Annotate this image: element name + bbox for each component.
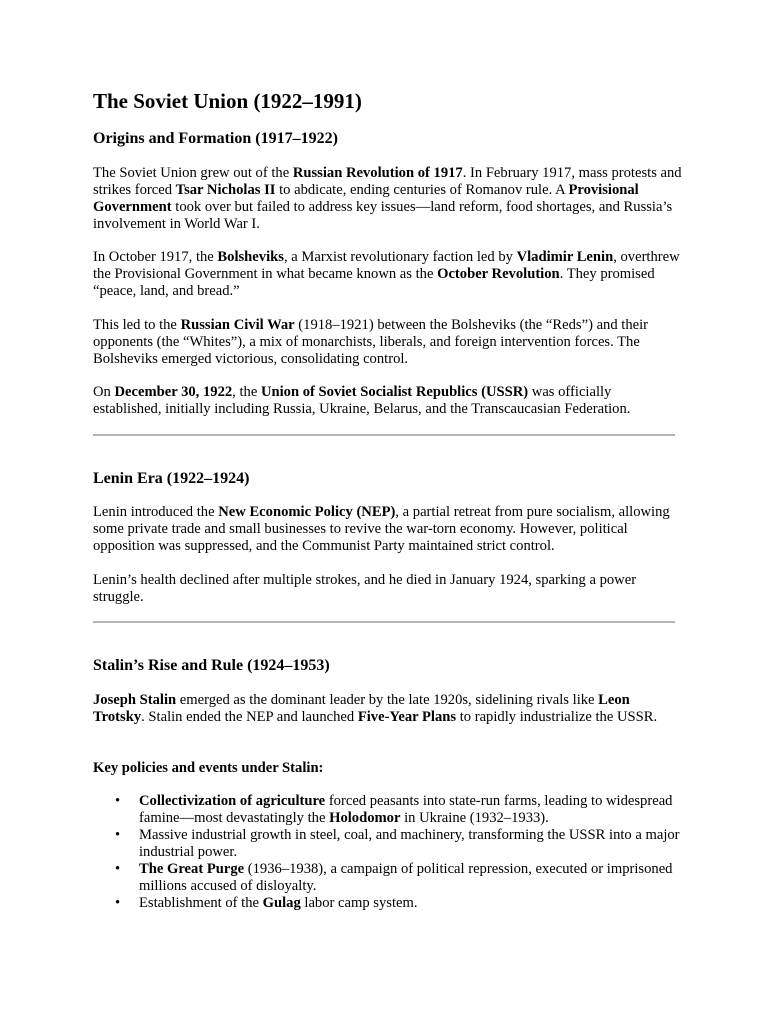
text-run: . They promised “peace, land, and bread.” xyxy=(93,266,655,299)
text-run: , a Marxist revolutionary faction led by xyxy=(283,249,517,265)
bold-term: Tsar Nicholas II xyxy=(175,182,276,198)
section-divider xyxy=(93,434,675,436)
page-title: The Soviet Union (1922–1991) xyxy=(93,89,362,113)
text-run: (1918–1921) between the Bolsheviks (the “Reds”) and their opponents (the “Whites”), a mix of monarchists, liberals, and foreign intervention forces. The Bolsheviks emerged victorious, consolidating control. xyxy=(93,317,649,367)
bullet-icon: • xyxy=(115,895,121,911)
text-run: , a partial retreat from pure socialism, allowing some private trade and small businesses to revive the war-torn economy. However, political opposition was suppressed, and the Communist Party maintained strict control. xyxy=(93,504,670,554)
paragraph xyxy=(93,317,683,368)
text-run: to rapidly industrialize the USSR. xyxy=(456,709,658,725)
paragraph xyxy=(93,692,683,726)
bold-term: Holodomor xyxy=(329,810,401,826)
bold-term: Joseph Stalin xyxy=(93,692,177,708)
text-run: Massive industrial growth in steel, coal, and machinery, transforming the USSR into a major industrial power. xyxy=(139,827,680,860)
bold-term: Bolsheviks xyxy=(217,249,284,265)
list-item xyxy=(93,861,683,895)
bold-term: Collectivization of agriculture xyxy=(139,793,326,809)
bold-term: Vladimir Lenin xyxy=(516,249,614,265)
paragraph xyxy=(93,572,683,606)
bold-term: Five-Year Plans xyxy=(357,709,457,725)
bullet-icon: • xyxy=(115,793,121,809)
bold-term: The Great Purge xyxy=(139,861,245,877)
text-run: In October 1917, the xyxy=(93,249,218,265)
text-run: (1936–1938), a campaign of political repression, executed or imprisoned millions accused of disloyalty. xyxy=(139,861,673,894)
list-item xyxy=(93,895,683,912)
text-run: . In February 1917, mass protests and strikes forced xyxy=(93,165,682,198)
bold-term: Leon Trotsky xyxy=(93,692,630,725)
bold-term: Russian Civil War xyxy=(180,317,295,333)
text-run: to abdicate, ending centuries of Romanov rule. A xyxy=(275,182,569,198)
text-run: in Ukraine (1932–1933). xyxy=(400,810,549,826)
section-heading-origins: Origins and Formation (1917–1922) xyxy=(93,130,338,147)
bold-term: October Revolution xyxy=(437,266,560,282)
text-run: Lenin’s health declined after multiple strokes, and he died in January 1924, sparking a power struggle. xyxy=(93,572,637,605)
text-run: The Soviet Union grew out of the xyxy=(93,165,293,181)
text-run: Establishment of the xyxy=(139,895,263,911)
text-run: Lenin introduced the xyxy=(93,504,219,520)
text-run: emerged as the dominant leader by the late 1920s, sidelining rivals like xyxy=(176,692,599,708)
bold-term: Union of Soviet Socialist Republics (USSR) xyxy=(260,384,529,400)
bold-term: December 30, 1922 xyxy=(114,384,233,400)
text-run: On xyxy=(93,384,115,400)
stalin-policies-list xyxy=(93,793,683,912)
text-run: took over but failed to address key issues—land reform, food shortages, and Russia’s involvement in World War I. xyxy=(93,199,673,232)
text-run: This led to the xyxy=(93,317,181,333)
key-policies-label: Key policies and events under Stalin: xyxy=(93,760,324,776)
list-item xyxy=(93,827,683,861)
paragraph xyxy=(93,165,683,233)
section-heading-stalin: Stalin’s Rise and Rule (1924–1953) xyxy=(93,657,330,674)
bold-term: Russian Revolution of 1917 xyxy=(292,165,463,181)
paragraph xyxy=(93,384,683,418)
bullet-icon: • xyxy=(115,861,121,877)
list-item xyxy=(93,793,683,827)
paragraph xyxy=(93,249,683,300)
text-run: forced peasants into state-run farms, leading to widespread famine—most devastatingly the xyxy=(139,793,673,826)
text-run: labor camp system. xyxy=(300,895,418,911)
text-run: , the xyxy=(232,384,261,400)
text-run: , overthrew the Provisional Government in what became known as the xyxy=(93,249,680,282)
section-heading-lenin: Lenin Era (1922–1924) xyxy=(93,470,250,487)
bold-term: New Economic Policy (NEP) xyxy=(218,504,396,520)
text-run: was officially established, initially including Russia, Ukraine, Belarus, and the Transcaucasian Federation. xyxy=(93,384,631,417)
paragraph xyxy=(93,504,683,555)
bullet-icon: • xyxy=(115,827,121,843)
bold-term: Gulag xyxy=(262,895,301,911)
bold-term: Provisional Government xyxy=(93,182,639,215)
text-run: . Stalin ended the NEP and launched xyxy=(141,709,358,725)
section-divider xyxy=(93,621,675,623)
